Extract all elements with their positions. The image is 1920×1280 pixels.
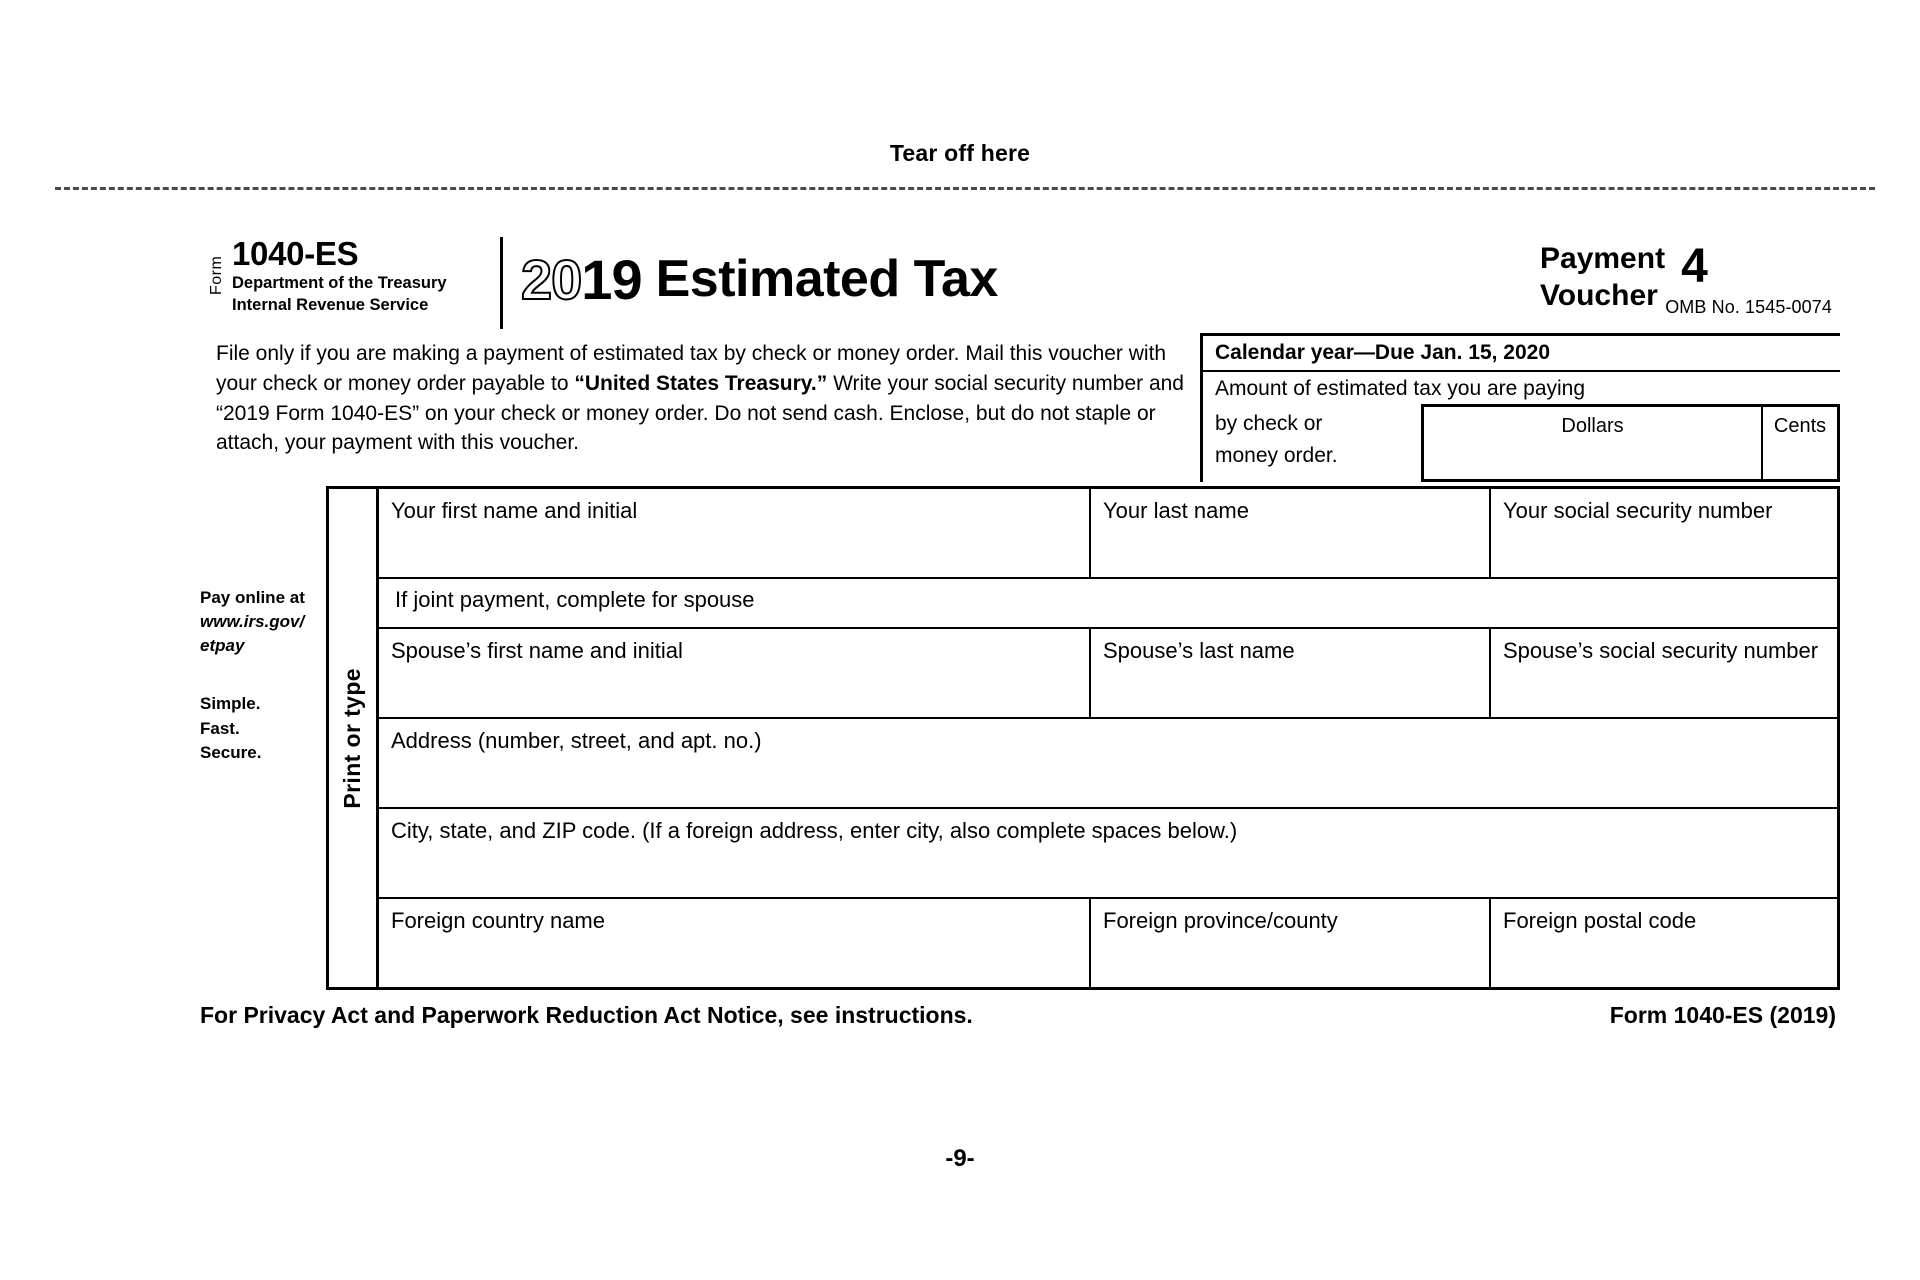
by-check-line-1: by check or [1215, 412, 1323, 435]
by-check-label [1203, 404, 1421, 482]
table-row [379, 629, 1837, 719]
amount-label: Amount of estimated tax you are paying [1215, 377, 1586, 400]
voucher-word-voucher: Voucher [1540, 278, 1658, 312]
dollars-field-label[interactable]: Dollars [1424, 407, 1763, 479]
address-field[interactable]: Address (number, street, and apt. no.) [391, 728, 762, 753]
pay-online-spacer [200, 658, 326, 692]
page-number: -9- [945, 1145, 975, 1172]
spouse-first-name-field[interactable]: Spouse’s first name and initial [379, 629, 1091, 717]
payment-voucher [200, 237, 1840, 1029]
form-title-block [521, 233, 1540, 325]
tear-off-label: Tear off here [889, 140, 1031, 166]
pay-online-fast: Fast. [200, 718, 240, 738]
joint-payment-note-row [379, 579, 1837, 629]
taxpayer-info-section [200, 486, 1840, 990]
instructions-text [200, 333, 1200, 482]
form-number: 1040-ES [232, 235, 359, 272]
pay-online-note [200, 486, 326, 990]
pay-online-simple: Simple. [200, 694, 261, 714]
cents-field-label[interactable]: Cents [1773, 415, 1827, 437]
print-or-type-sidebar [329, 489, 379, 987]
voucher-number-block [1540, 237, 1840, 329]
voucher-word-payment: Payment [1540, 242, 1666, 275]
pay-online-secure: Secure. [200, 742, 262, 762]
form-word-label: Form [208, 255, 225, 295]
by-check-line-2: money order. [1215, 443, 1338, 467]
agency-line-2: Internal Revenue Service [232, 296, 429, 315]
instructions-part-2: Write your social security number and “2019 Form 1040-ES” on your check or money order. Do not send cash. Enclose, but do not staple or attach, your payment with this voucher. [216, 371, 1184, 455]
form-id-footer: Form 1040-ES (2019) [1609, 1002, 1836, 1028]
omb-number: OMB No. 1545-0074 [1665, 297, 1832, 317]
your-last-name-field[interactable]: Your last name [1091, 489, 1491, 577]
form-title: Estimated Tax [655, 250, 998, 308]
spouse-ssn-field[interactable]: Spouse’s social security number [1503, 638, 1819, 663]
spouse-last-name-field[interactable]: Spouse’s last name [1091, 629, 1491, 717]
year-suffix: 19 [581, 247, 642, 311]
agency-line-1: Department of the Treasury [232, 273, 447, 292]
instructions-part-1: File only if you are making a payment of estimated tax by check or money order. Mail this voucher with your check or money order payable to [216, 342, 1167, 395]
amount-section [1200, 333, 1840, 482]
voucher-header [200, 237, 1840, 329]
table-row [379, 489, 1837, 579]
voucher-number: 4 [1681, 240, 1708, 293]
table-row [379, 899, 1837, 987]
taxpayer-grid-rows [379, 489, 1837, 987]
pay-online-url-1: www.irs.gov/ [200, 612, 305, 632]
tear-off-dashed-line [55, 187, 1875, 190]
table-row [379, 719, 1837, 809]
foreign-province-field[interactable]: Foreign province/county [1091, 899, 1491, 987]
your-first-name-field[interactable]: Your first name and initial [379, 489, 1091, 577]
city-state-zip-field[interactable]: City, state, and ZIP code. (If a foreign address, enter city, also complete spaces below.) [391, 818, 1238, 843]
pay-online-line-1: Pay online at [200, 588, 305, 607]
instructions-bold: “United States Treasury.” [574, 371, 828, 395]
header-divider [500, 237, 503, 329]
taxpayer-grid [326, 486, 1840, 990]
amount-entry-row [1203, 404, 1840, 482]
voucher-words [1540, 241, 1665, 314]
your-ssn-field[interactable]: Your social security number [1503, 498, 1773, 523]
foreign-postal-code-field[interactable]: Foreign postal code [1503, 908, 1697, 933]
instructions-and-amount [200, 333, 1840, 482]
joint-payment-note: If joint payment, complete for spouse [395, 587, 755, 612]
privacy-act-notice: For Privacy Act and Paperwork Reduction Act Notice, see instructions. [200, 1002, 973, 1028]
foreign-country-field[interactable]: Foreign country name [379, 899, 1091, 987]
pay-online-url-2: etpay [200, 636, 245, 656]
calendar-year-due: Calendar year—Due Jan. 15, 2020 [1203, 336, 1840, 372]
year-prefix: 20 [521, 247, 582, 311]
voucher-footer [200, 1002, 1840, 1029]
amount-input-box[interactable] [1421, 404, 1840, 482]
form-identification [200, 237, 500, 329]
print-or-type-label: Print or type [339, 667, 365, 809]
table-row [379, 809, 1837, 899]
